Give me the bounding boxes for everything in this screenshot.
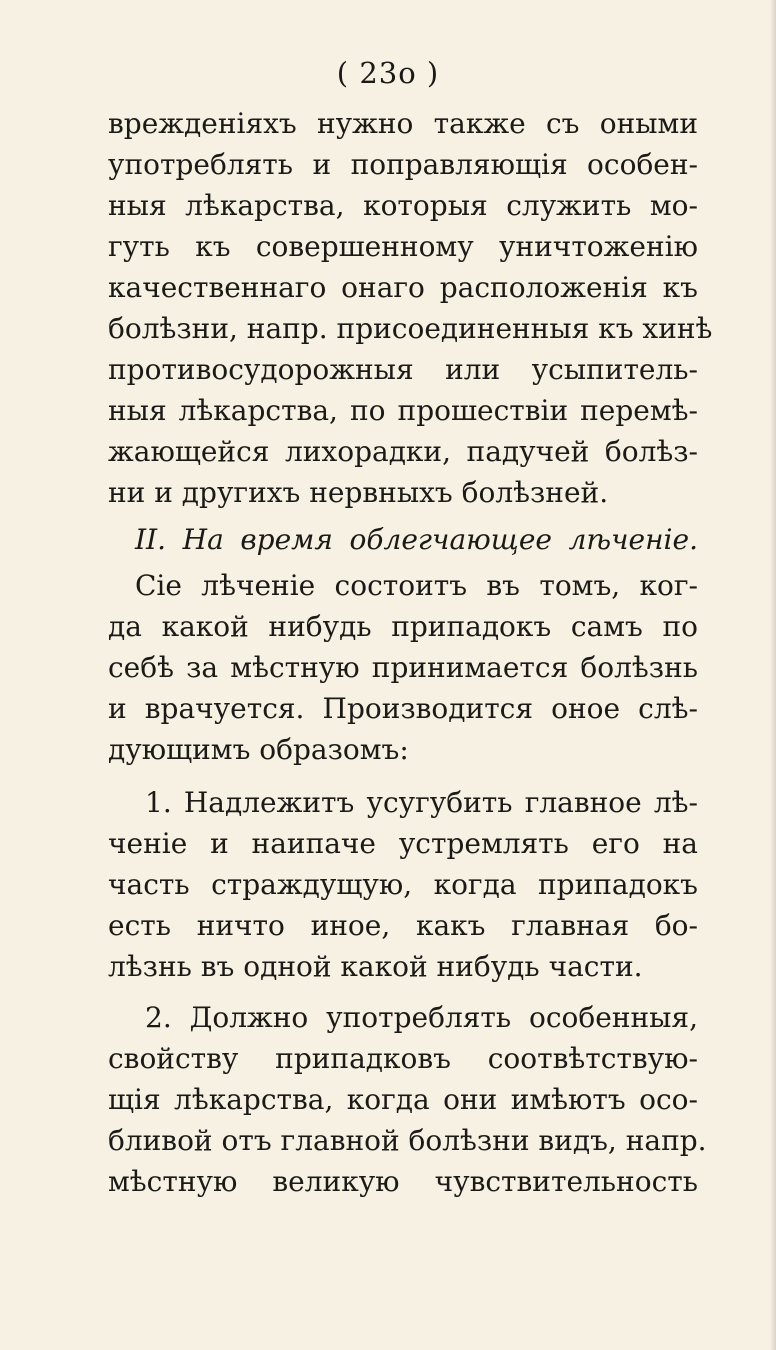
page-number: ( 23o ): [336, 56, 440, 90]
text-line-last: лѣзнь въ одной какой нибудь части.: [108, 950, 643, 983]
text-line: мѣстную великую чувствительность: [108, 1165, 698, 1198]
text-line-last: дующимъ образомъ:: [108, 733, 409, 766]
text-line: бливой отъ главной болѣзни видъ, напр.: [108, 1124, 707, 1157]
page-edge-shadow: [770, 0, 776, 1350]
text-line: есть ничто иное, какъ главная бо-: [108, 909, 698, 942]
paragraph-first-line: Сіе лѣченіе состоитъ въ томъ, ког-: [135, 569, 698, 602]
section-heading: II. На время облегчающее лѣченіе.: [135, 523, 698, 556]
text-line: жающейся лихорадки, падучей болѣз-: [108, 435, 698, 468]
text-line: свойству припадковъ соотвѣтствую-: [108, 1042, 698, 1075]
text-line: противосудорожныя или усыпитель-: [108, 353, 698, 386]
text-line: качественнаго онаго расположенія къ: [108, 271, 698, 304]
text-line: и врачуется. Производится оное слѣ-: [108, 692, 698, 725]
text-line: ченіе и наипаче устремлять его на: [108, 827, 698, 860]
text-line: ныя лѣкарства, по прошествіи перемѣ-: [108, 394, 698, 427]
text-line: себѣ за мѣстную принимается болѣзнь: [108, 651, 698, 684]
text-line: гуть къ совершенному уничтоженію: [108, 230, 698, 263]
text-line: часть страждущую, когда припадокъ: [108, 868, 698, 901]
text-line: да какой нибудь припадокъ самъ по: [108, 610, 698, 643]
text-line: врежденіяхъ нужно также съ оными: [108, 107, 698, 140]
text-line: ныя лѣкарства, которыя служить мо-: [108, 189, 698, 222]
text-line: болѣзни, напр. присоединенныя къ хинѣ: [108, 312, 713, 345]
text-line-last: ни и другихъ нервныхъ болѣзней.: [108, 476, 609, 509]
text-line: щія лѣкарства, когда они имѣютъ осо-: [108, 1083, 698, 1116]
list-item-1-first-line: 1. Надлежитъ усугубить главное лѣ-: [145, 786, 698, 819]
text-line: употреблять и поправляющія особен-: [108, 148, 698, 181]
list-item-2-first-line: 2. Должно употреблять особенныя,: [145, 1001, 698, 1034]
